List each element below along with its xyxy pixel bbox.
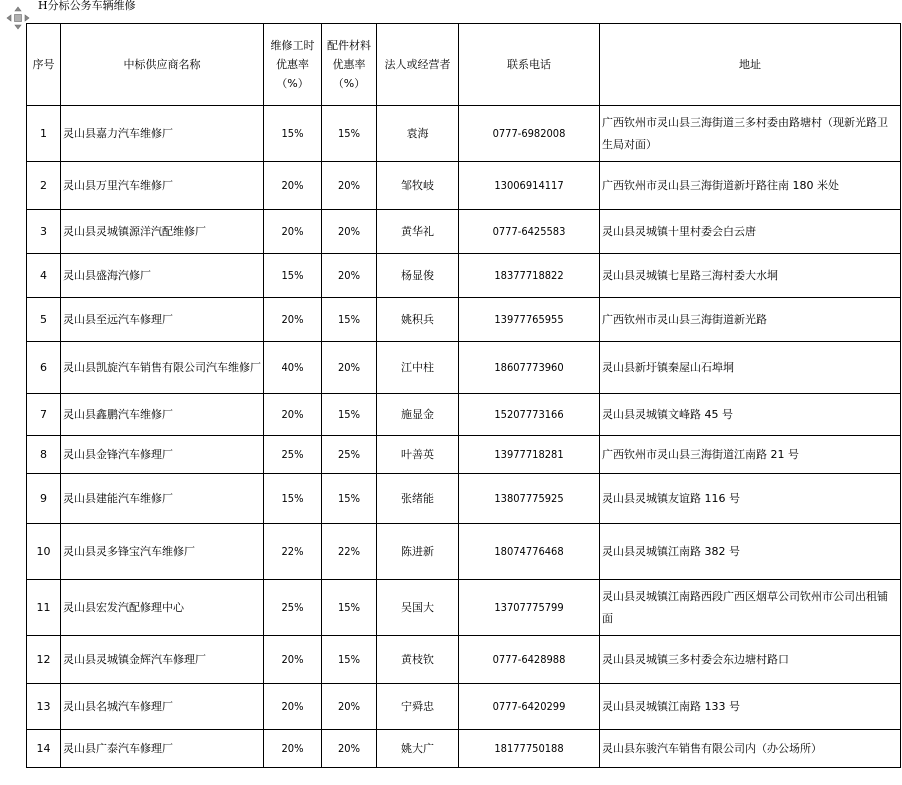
cell-labor-discount: 20% — [264, 162, 322, 210]
cell-address: 灵山县灵城镇七星路三海村委大水垌 — [600, 254, 901, 298]
cell-parts-discount: 20% — [322, 254, 377, 298]
cell-supplier-name: 灵山县名城汽车修理厂 — [61, 684, 264, 730]
cell-parts-discount: 22% — [322, 524, 377, 580]
header-labor-line1: 维修工时 — [270, 39, 315, 52]
header-phone: 联系电话 — [459, 24, 600, 106]
table-row — [27, 162, 901, 210]
cell-seq: 3 — [27, 210, 61, 254]
header-seq: 序号 — [27, 24, 61, 106]
table-row — [27, 636, 901, 684]
cell-legal-person: 姚积兵 — [377, 298, 459, 342]
cell-parts-discount: 20% — [322, 210, 377, 254]
cell-legal-person: 陈进新 — [377, 524, 459, 580]
cell-legal-person: 姚大广 — [377, 730, 459, 768]
table-row — [27, 436, 901, 474]
cell-seq: 6 — [27, 342, 61, 394]
cell-supplier-name: 灵山县宏发汽配修理中心 — [61, 580, 264, 636]
cell-phone: 18377718822 — [459, 254, 600, 298]
table-row — [27, 106, 901, 162]
cell-seq: 4 — [27, 254, 61, 298]
cell-labor-discount: 20% — [264, 636, 322, 684]
cell-address: 灵山县灵城镇十里村委会白云唐 — [600, 210, 901, 254]
header-labor-discount — [264, 24, 322, 106]
cell-labor-discount: 25% — [264, 580, 322, 636]
cell-parts-discount: 15% — [322, 106, 377, 162]
cell-parts-discount: 20% — [322, 684, 377, 730]
cell-supplier-name: 灵山县灵多锋宝汽车维修厂 — [61, 524, 264, 580]
header-parts-line1: 配件材料 — [327, 39, 371, 52]
cell-phone: 0777-6425583 — [459, 210, 600, 254]
cell-address: 广西钦州市灵山县三海街道江南路 21 号 — [600, 436, 901, 474]
cell-address: 广西钦州市灵山县三海街道新圩路往南 180 米处 — [600, 162, 901, 210]
header-legal-person: 法人或经营者 — [377, 24, 459, 106]
table-row — [27, 342, 901, 394]
cell-parts-discount: 15% — [322, 298, 377, 342]
cell-address: 灵山县灵城镇江南路西段广西区烟草公司钦州市公司出租铺面 — [600, 580, 901, 636]
cell-phone: 18177750188 — [459, 730, 600, 768]
cell-parts-discount: 25% — [322, 436, 377, 474]
cell-supplier-name: 灵山县凯旋汽车销售有限公司汽车维修厂 — [61, 342, 264, 394]
table-row — [27, 580, 901, 636]
cell-labor-discount: 20% — [264, 298, 322, 342]
cell-legal-person: 宁舜忠 — [377, 684, 459, 730]
table-row — [27, 524, 901, 580]
cell-supplier-name: 灵山县嘉力汽车维修厂 — [61, 106, 264, 162]
header-labor-line3: （%） — [276, 77, 309, 90]
cell-supplier-name: 灵山县建能汽车维修厂 — [61, 474, 264, 524]
cell-labor-discount: 22% — [264, 524, 322, 580]
cell-legal-person: 吴国大 — [377, 580, 459, 636]
table-header-row — [27, 24, 901, 106]
cell-parts-discount: 15% — [322, 474, 377, 524]
cell-labor-discount: 20% — [264, 684, 322, 730]
cell-parts-discount: 20% — [322, 342, 377, 394]
header-address: 地址 — [600, 24, 901, 106]
table-row — [27, 210, 901, 254]
cell-legal-person: 袁海 — [377, 106, 459, 162]
cell-legal-person: 邹牧岐 — [377, 162, 459, 210]
cell-supplier-name: 灵山县至远汽车修理厂 — [61, 298, 264, 342]
cell-legal-person: 江中柱 — [377, 342, 459, 394]
header-labor-line2: 优惠率 — [276, 58, 309, 71]
cell-seq: 1 — [27, 106, 61, 162]
header-parts-discount — [322, 24, 377, 106]
cell-legal-person: 杨显俊 — [377, 254, 459, 298]
cell-phone: 13707775799 — [459, 580, 600, 636]
cell-labor-discount: 15% — [264, 474, 322, 524]
table-row — [27, 730, 901, 768]
table-row — [27, 394, 901, 436]
table-row — [27, 684, 901, 730]
cell-seq: 10 — [27, 524, 61, 580]
cell-phone: 13006914117 — [459, 162, 600, 210]
cell-supplier-name: 灵山县金锋汽车修理厂 — [61, 436, 264, 474]
cell-phone: 15207773166 — [459, 394, 600, 436]
cell-phone: 13807775925 — [459, 474, 600, 524]
cell-address: 灵山县灵城镇三多村委会东边塘村路口 — [600, 636, 901, 684]
cell-labor-discount: 40% — [264, 342, 322, 394]
cell-seq: 5 — [27, 298, 61, 342]
cell-supplier-name: 灵山县广泰汽车修理厂 — [61, 730, 264, 768]
cell-labor-discount: 15% — [264, 106, 322, 162]
cell-labor-discount: 25% — [264, 436, 322, 474]
header-supplier-name: 中标供应商名称 — [61, 24, 264, 106]
cell-address: 灵山县新圩镇秦屋山石埠垌 — [600, 342, 901, 394]
cell-address: 灵山县东骏汽车销售有限公司内（办公场所） — [600, 730, 901, 768]
table-caption: H分标公务车辆维修 — [38, 0, 136, 12]
cell-address: 灵山县灵城镇文峰路 45 号 — [600, 394, 901, 436]
cell-seq: 2 — [27, 162, 61, 210]
cell-seq: 13 — [27, 684, 61, 730]
cell-parts-discount: 15% — [322, 580, 377, 636]
cell-legal-person: 张绪能 — [377, 474, 459, 524]
cell-phone: 18074776468 — [459, 524, 600, 580]
cell-supplier-name: 灵山县万里汽车维修厂 — [61, 162, 264, 210]
cell-phone: 18607773960 — [459, 342, 600, 394]
cell-legal-person: 施显金 — [377, 394, 459, 436]
cell-address: 灵山县灵城镇友谊路 116 号 — [600, 474, 901, 524]
cell-address: 灵山县灵城镇江南路 382 号 — [600, 524, 901, 580]
cell-address: 广西钦州市灵山县三海街道新光路 — [600, 298, 901, 342]
cell-seq: 8 — [27, 436, 61, 474]
cell-legal-person: 黄枝钦 — [377, 636, 459, 684]
cell-parts-discount: 15% — [322, 394, 377, 436]
cell-legal-person: 叶善英 — [377, 436, 459, 474]
cell-labor-discount: 20% — [264, 730, 322, 768]
header-parts-line3: （%） — [332, 77, 366, 90]
cell-parts-discount: 15% — [322, 636, 377, 684]
cell-supplier-name: 灵山县灵城镇金辉汽车修理厂 — [61, 636, 264, 684]
cell-phone: 0777-6428988 — [459, 636, 600, 684]
cell-labor-discount: 15% — [264, 254, 322, 298]
cell-address: 灵山县灵城镇江南路 133 号 — [600, 684, 901, 730]
cell-phone: 0777-6420299 — [459, 684, 600, 730]
supplier-table — [26, 23, 901, 768]
cell-supplier-name: 灵山县盛海汽修厂 — [61, 254, 264, 298]
cell-phone: 13977718281 — [459, 436, 600, 474]
cell-labor-discount: 20% — [264, 210, 322, 254]
table-row — [27, 474, 901, 524]
cell-labor-discount: 20% — [264, 394, 322, 436]
cell-address: 广西钦州市灵山县三海街道三多村委由路塘村（现新光路卫生局对面） — [600, 106, 901, 162]
cell-seq: 11 — [27, 580, 61, 636]
cell-seq: 9 — [27, 474, 61, 524]
cell-legal-person: 黄华礼 — [377, 210, 459, 254]
cell-phone: 13977765955 — [459, 298, 600, 342]
table-row — [27, 254, 901, 298]
header-parts-line2: 优惠率 — [332, 58, 366, 71]
cell-seq: 7 — [27, 394, 61, 436]
cell-seq: 14 — [27, 730, 61, 768]
cell-parts-discount: 20% — [322, 730, 377, 768]
cell-supplier-name: 灵山县灵城镇源洋汽配维修厂 — [61, 210, 264, 254]
cell-phone: 0777-6982008 — [459, 106, 600, 162]
table-row — [27, 298, 901, 342]
cell-seq: 12 — [27, 636, 61, 684]
cell-parts-discount: 20% — [322, 162, 377, 210]
cell-supplier-name: 灵山县鑫鹏汽车维修厂 — [61, 394, 264, 436]
